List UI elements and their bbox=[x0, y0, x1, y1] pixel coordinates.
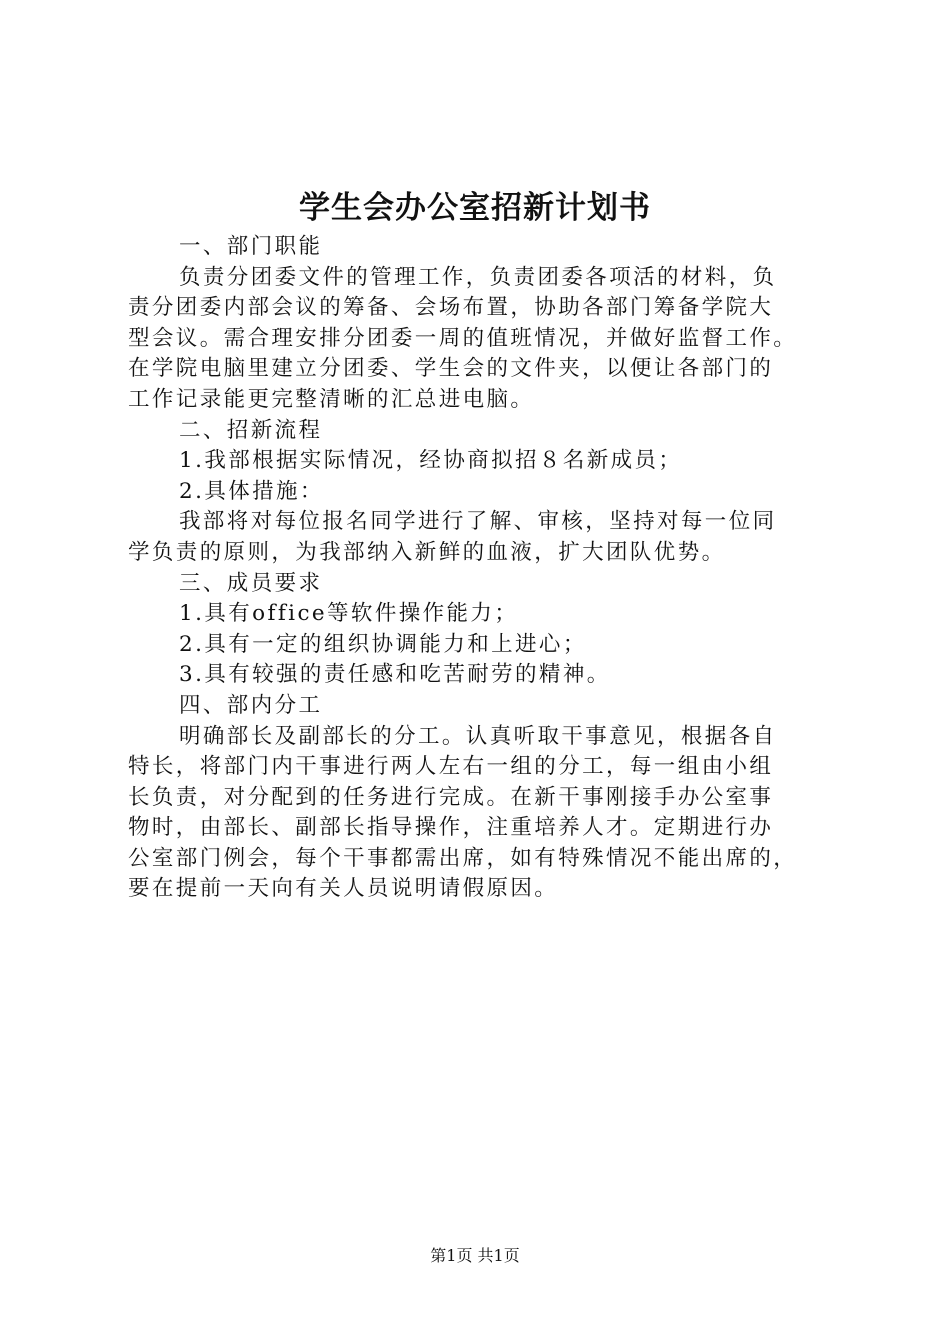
list-item: 1.具有office等软件操作能力； bbox=[179, 601, 519, 627]
section-heading-process: 二、招新流程 bbox=[179, 417, 323, 443]
section-heading-requirements: 三、成员要求 bbox=[179, 570, 323, 596]
paragraph-line: 要在提前一天向有关人员说明请假原因。 bbox=[128, 876, 559, 902]
list-item: 1.我部根据实际情况，经协商拟招８名新成员； bbox=[179, 448, 683, 474]
paragraph-line: 工作记录能更完整清晰的汇总进电脑。 bbox=[128, 386, 535, 412]
paragraph-line: 物时，由部长、副部长指导操作，注重培养人才。定期进行办 bbox=[128, 815, 774, 841]
document-title: 学生会办公室招新计划书 bbox=[299, 190, 651, 226]
list-item: 2.具体措施： bbox=[179, 478, 324, 504]
paragraph-line: 我部将对每位报名同学进行了解、审核，坚持对每一位同 bbox=[179, 509, 777, 535]
list-item: 2.具有一定的组织协调能力和上进心； bbox=[179, 631, 587, 657]
document-body bbox=[128, 232, 842, 905]
paragraph-line: 长负责，对分配到的任务进行完成。在新干事刚接手办公室事 bbox=[128, 784, 774, 810]
paragraph-line: 型会议。需合理安排分团委一周的值班情况，并做好监督工作。 bbox=[128, 325, 798, 351]
page-number-footer: 第1页 共1页 bbox=[430, 1246, 520, 1265]
paragraph-line: 特长，将部门内干事进行两人左右一组的分工，每一组由小组 bbox=[128, 754, 774, 780]
paragraph-line: 学负责的原则，为我部纳入新鲜的血液，扩大团队优势。 bbox=[128, 539, 726, 565]
paragraph-line: 负责分团委文件的管理工作，负责团委各项活的材料，负 bbox=[179, 264, 777, 290]
list-item: 3.具有较强的责任感和吃苦耐劳的精神。 bbox=[179, 662, 611, 688]
paragraph-line: 责分团委内部会议的筹备、会场布置，协助各部门筹备学院大 bbox=[128, 295, 774, 321]
paragraph-line: 明确部长及副部长的分工。认真听取干事意见，根据各自 bbox=[179, 723, 777, 749]
section-heading-division: 四、部内分工 bbox=[179, 692, 323, 718]
section-heading-functions: 一、部门职能 bbox=[179, 234, 323, 259]
paragraph-line: 在学院电脑里建立分团委、学生会的文件夹，以便让各部门的 bbox=[128, 356, 774, 382]
paragraph-line: 公室部门例会，每个干事都需出席，如有特殊情况不能出席的， bbox=[128, 845, 798, 871]
